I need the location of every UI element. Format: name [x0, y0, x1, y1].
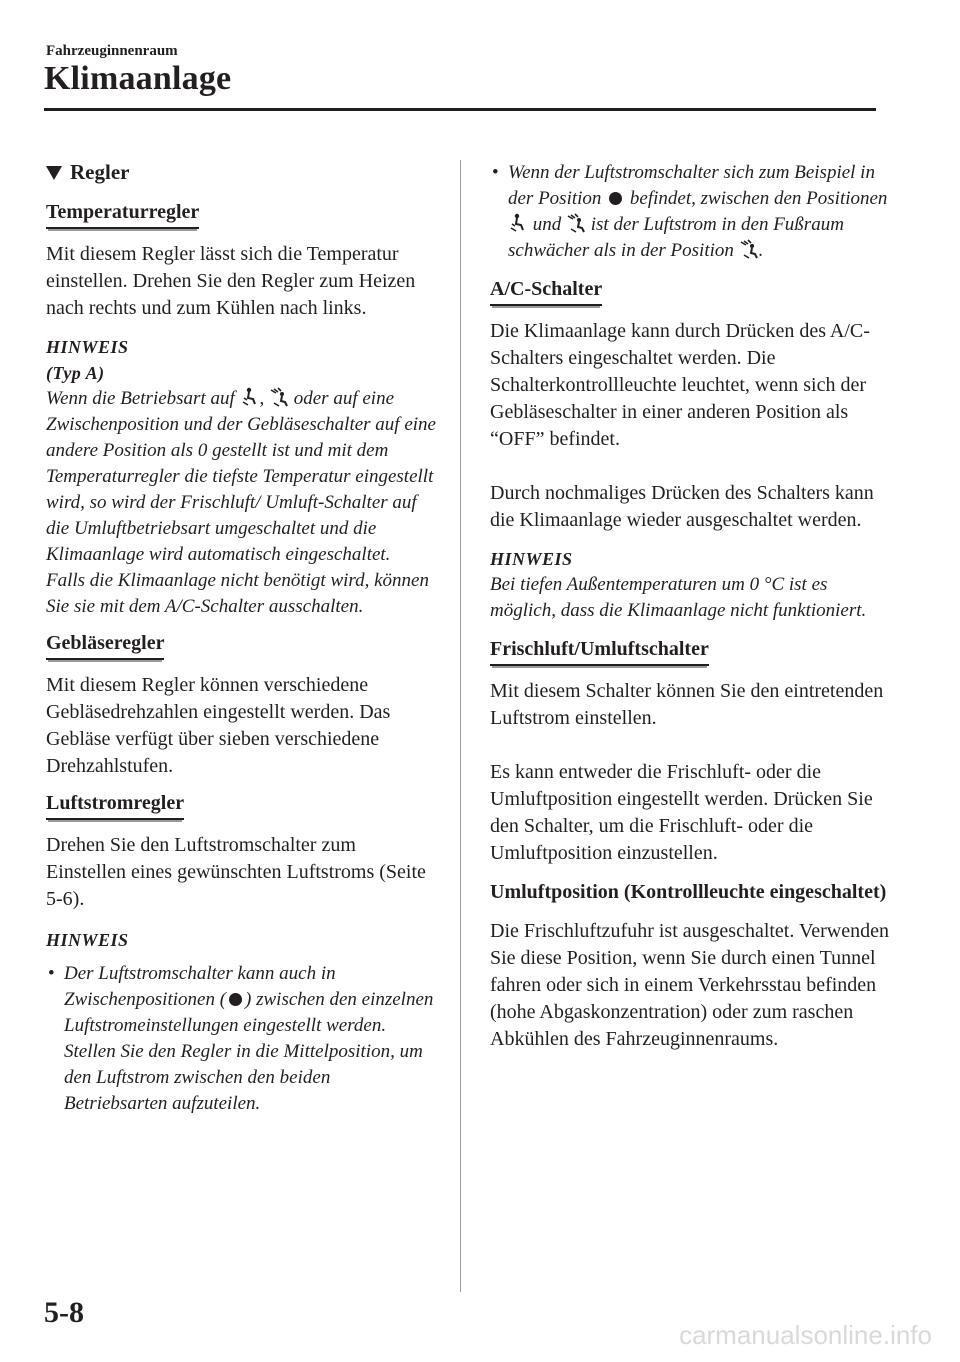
hinweis-text: Wenn die Betriebsart auf , oder auf eine Zwischenposition und der Gebläseschalter auf eine andere Position als 0 gestellt ist und mit dem Temperaturregler die tiefste Temperatur eingestellt wird, so wird der Frischluft/ Umluft-Schalter auf die Umluftbetriebsart umgeschaltet und die Klimaanlage wird automatisch eingeschaltet.: [46, 388, 436, 565]
typ-a-label: (Typ A): [46, 363, 105, 383]
bullet-item-2: • Wenn der Luftstromschalter sich zum Beispiel in der Position befindet, zwischen den Positionen und ist der Luftstrom in den Fußraum schwächer als in der Position .: [492, 162, 888, 261]
umluftposition-text: Die Frischluftzufuhr ist ausgeschaltet. Verwenden Sie diese Position, wenn Sie durch einen Tunnel fahren oder sich in einem Verkehrsstau befinden (hohe Abgaskonzentration) oder zum raschen Abkühlen des Fahrzeuginnenraums.: [490, 920, 889, 1050]
luftstromregler-text: Drehen Sie den Luftstromschalter zum Einstellen eines gewünschten Luftstroms (Seite 5-6).: [46, 834, 426, 910]
ac-schalter-heading: A/C-Schalter: [490, 278, 602, 306]
triangle-icon: [46, 166, 62, 180]
hinweis-label-3: HINWEIS: [490, 549, 573, 569]
airflow-floor-icon: [240, 387, 260, 407]
frischluft-text: Mit diesem Schalter können Sie den eintretenden Luftstrom einstellen.: [490, 680, 884, 729]
temperaturregler-heading: Temperaturregler: [46, 201, 199, 229]
hinweis-text-2: Falls die Klimaanlage nicht benötigt wird, können Sie sie mit dem A/C-Schalter ausschalten.: [46, 570, 429, 617]
airflow-floor-icon: [508, 213, 528, 233]
left-column: [46, 160, 438, 1117]
hinweis-label: HINWEIS: [46, 337, 129, 357]
airflow-floor-defrost-icon: [739, 239, 759, 259]
watermark: carmanualsonline.info: [679, 1320, 932, 1350]
bullet-icon: •: [492, 162, 499, 183]
airflow-floor-defrost-icon: [566, 213, 586, 233]
bullet-item: • Der Luftstromschalter kann auch in Zwischenpositionen ( ) zwischen den einzelnen Luftstromeinstellungen eingestellt werden. Stellen Sie den Regler in die Mittelposition, um den Luftstrom zwischen den beiden Betriebsarten aufzuteilen.: [48, 963, 434, 1114]
umluftposition-heading: Umluftposition (Kontrollleuchte eingeschaltet): [490, 881, 887, 903]
intermediate-position-icon: [609, 192, 622, 205]
hinweis-text-3: Bei tiefen Außentemperaturen um 0 °C ist es möglich, dass die Klimaanlage nicht funktioniert.: [490, 574, 867, 621]
column-divider: [460, 160, 461, 1292]
page-title: Klimaanlage: [44, 60, 232, 97]
geblaeseregler-heading: Gebläseregler: [46, 632, 164, 660]
luftstromregler-heading: Luftstromregler: [46, 792, 184, 820]
frischluft-text-2: Es kann entweder die Frischluft- oder die Umluftposition eingestellt werden. Drücken Sie den Schalter, um die Frischluft- oder die Umluftposition einzustellen.: [490, 761, 873, 864]
frischluft-umluftschalter-heading: Frischluft/Umluftschalter: [490, 638, 709, 666]
header-rule: [44, 108, 876, 111]
bullet-icon: •: [48, 963, 55, 984]
page-number: 5-8: [44, 1296, 84, 1329]
regler-heading: Regler: [46, 160, 438, 185]
ac-schalter-text: Die Klimaanlage kann durch Drücken des A/C-Schalters eingeschaltet werden. Die Schalterkontrollleuchte leuchtet, wenn sich der Gebläseschalter in einer anderen Position als “OFF” befindet.: [490, 320, 870, 450]
hinweis-label-2: HINWEIS: [46, 930, 129, 950]
temperaturregler-text: Mit diesem Regler lässt sich die Temperatur einstellen. Drehen Sie den Regler zum Heizen nach rechts und zum Kühlen nach links.: [46, 243, 416, 319]
ac-schalter-text-2: Durch nochmaliges Drücken des Schalters kann die Klimaanlage wieder ausgeschaltet werden.: [490, 482, 874, 531]
section-label: Fahrzeuginnenraum: [46, 43, 178, 59]
airflow-floor-defrost-icon: [269, 387, 289, 407]
geblaeseregler-text: Mit diesem Regler können verschiedene Gebläsedrehzahlen eingestellt werden. Das Gebläse verfügt über sieben verschiedene Drehzahlstufen.: [46, 674, 391, 777]
right-column: [490, 160, 890, 1053]
intermediate-position-icon: [229, 993, 242, 1006]
